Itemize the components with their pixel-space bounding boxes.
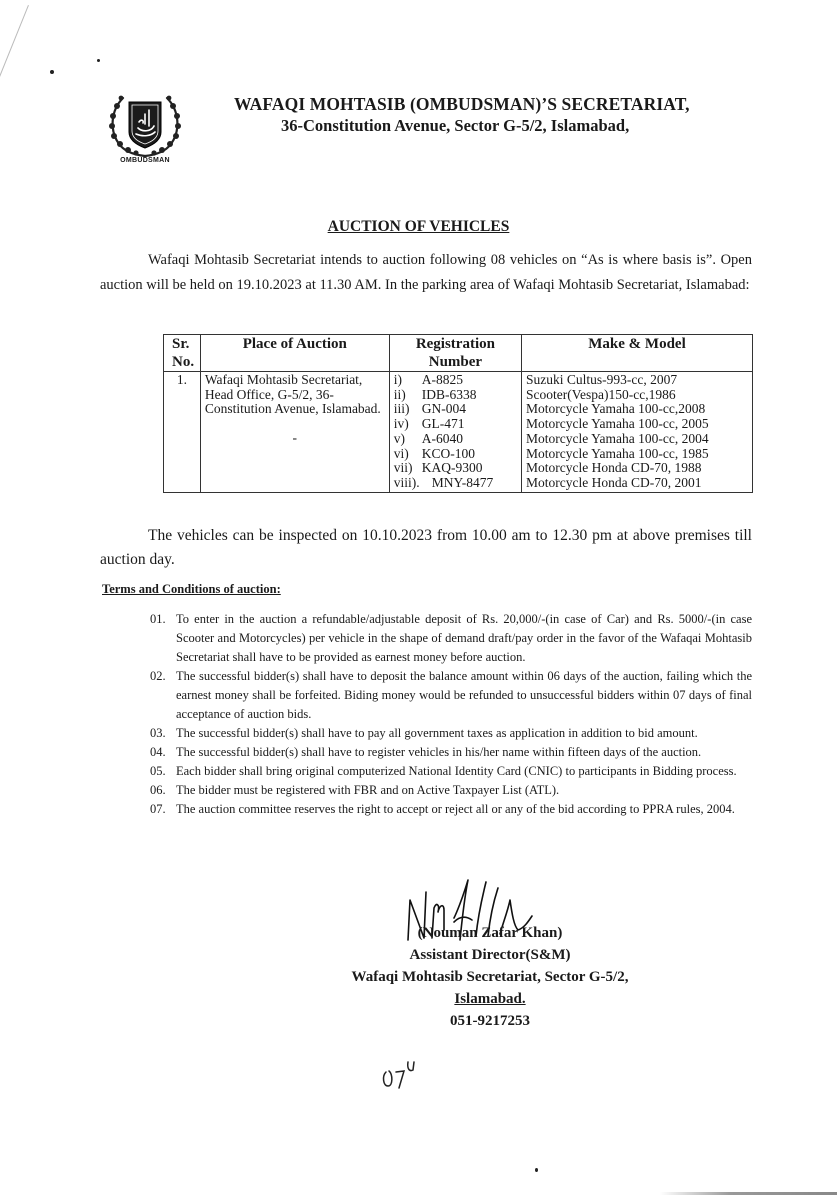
inspection-paragraph: The vehicles can be inspected on 10.10.2023 from 10.00 am to 12.30 pm at above premises till auction day. xyxy=(100,527,752,568)
vehicle-table xyxy=(163,334,753,493)
scan-artifact-dot xyxy=(97,59,100,62)
terms-list xyxy=(150,610,752,819)
organization-name: WAFAQI MOHTASIB (OMBUDSMAN)’S SECRETARIAT, xyxy=(234,94,690,114)
registration-index: ii) xyxy=(393,386,406,402)
registration-number: A-8825 xyxy=(421,372,464,387)
scan-artifact-dot xyxy=(535,1168,538,1172)
terms-item-text: The successful bidder(s) shall have to pay all government taxes as application in addition to bid amount. xyxy=(176,726,698,740)
terms-item-text: Each bidder shall bring original computerized National Identity Card (CNIC) to participants in Bidding process. xyxy=(176,764,737,778)
registration-index: vii) xyxy=(393,460,413,476)
terms-item-number: 05. xyxy=(150,764,166,778)
registration-item xyxy=(394,476,517,491)
table-row xyxy=(164,372,753,493)
signatory-name: (Nouman Zafar Khan) xyxy=(417,925,563,941)
cell-sr-no: 1. xyxy=(164,372,201,493)
registration-number: GN-004 xyxy=(421,401,467,417)
terms-item xyxy=(150,743,752,762)
terms-item xyxy=(150,762,752,781)
terms-heading: Terms and Conditions of auction: xyxy=(102,582,281,596)
scan-artifact-line xyxy=(0,5,29,93)
registration-item xyxy=(394,373,517,388)
notice-title: AUCTION OF VEHICLES xyxy=(327,218,510,235)
make-model-item: Motorcycle Honda CD-70, 1988 xyxy=(526,460,702,476)
registration-item xyxy=(394,417,517,432)
signatory-phone: 051-9217253 xyxy=(450,1013,530,1029)
signatory-city: Islamabad. xyxy=(454,991,526,1007)
cell-registration-list xyxy=(389,372,521,493)
make-model-item: Motorcycle Yamaha 100-cc, 2005 xyxy=(526,416,709,432)
make-model-item: Suzuki Cultus-993-cc, 2007 xyxy=(526,372,678,387)
registration-number: IDB-6338 xyxy=(421,386,477,402)
terms-item-number: 07. xyxy=(150,802,166,816)
make-model-item: Motorcycle Honda CD-70, 2001 xyxy=(526,474,702,490)
registration-index: viii). xyxy=(393,474,420,490)
terms-item-text: The bidder must be registered with FBR and on Active Taxpayer List (ATL). xyxy=(176,783,560,797)
intro-paragraph: Wafaqi Mohtasib Secretariat intends to auction following 08 vehicles on “As is where basis is”. Open auction will be held on 19.10.2023 at 11.30 AM. In the parking area of Wafaqi Mohtasib Secretariat, Islamabad: xyxy=(100,252,752,293)
make-model-item: Motorcycle Yamaha 100-cc,2008 xyxy=(526,401,706,417)
notice-title-wrapper xyxy=(0,218,837,236)
registration-index: i) xyxy=(393,372,403,387)
scan-artifact-edge xyxy=(660,1192,837,1195)
terms-item xyxy=(150,800,752,819)
organization-address: 36-Constitution Avenue, Sector G-5/2, Islamabad, xyxy=(281,116,630,135)
table-header-row xyxy=(164,335,753,372)
registration-item xyxy=(394,447,517,462)
terms-item-number: 02. xyxy=(150,669,166,683)
logo-caption: OMBUDSMAN xyxy=(120,157,170,164)
terms-item-number: 04. xyxy=(150,745,166,759)
registration-number: KAQ-9300 xyxy=(421,460,483,476)
header-registration: Registration Number xyxy=(389,335,521,372)
handwritten-note xyxy=(380,1058,420,1090)
header-place: Place of Auction xyxy=(200,335,389,372)
terms-item-text: The successful bidder(s) shall have to deposit the balance amount within 06 days of the auction, failing which the earnest money shall be forfeited. Biding money would be refunded to unsuccessful bidders within 07 days of final acceptance of auction bids. xyxy=(176,669,752,721)
registration-number: A-6040 xyxy=(421,430,464,446)
registration-number: GL-471 xyxy=(421,416,465,432)
cell-place xyxy=(200,372,389,493)
registration-index: iii) xyxy=(393,401,410,417)
registration-index: v) xyxy=(393,430,406,446)
registration-number: MNY-8477 xyxy=(431,474,494,490)
place-note: - xyxy=(292,430,298,446)
terms-item-number: 01. xyxy=(150,612,166,626)
make-model-item: Motorcycle Yamaha 100-cc, 2004 xyxy=(526,430,709,446)
make-model-item: Scooter(Vespa)150-cc,1986 xyxy=(526,386,676,402)
terms-item xyxy=(150,610,752,667)
signatory-designation: Assistant Director(S&M) xyxy=(409,947,571,963)
terms-item-text: The auction committee reserves the right to accept or reject all or any of the bid according to PPRA rules, 2004. xyxy=(176,802,735,816)
terms-item-number: 03. xyxy=(150,726,166,740)
terms-item xyxy=(150,781,752,800)
make-model-item: Motorcycle Yamaha 100-cc, 1985 xyxy=(526,445,709,461)
terms-item xyxy=(150,667,752,724)
registration-item xyxy=(394,461,517,476)
registration-item xyxy=(394,432,517,447)
registration-number: KCO-100 xyxy=(421,445,476,461)
place-text: Wafaqi Mohtasib Secretariat, Head Office, G-5/2, 36-Constitution Avenue, Islamabad. xyxy=(204,372,381,417)
registration-index: vi) xyxy=(393,445,409,461)
cell-make-list xyxy=(522,372,753,493)
registration-item xyxy=(394,402,517,417)
terms-item-text: To enter in the auction a refundable/adjustable deposit of Rs. 20,000/-(in case of Car) and Rs. 5000/-(in case Scooter and Motorcycles) per vehicle in the shape of demand draft/pay order in the favor of the Wafaqai Mohtasib Secretariat shall have to be provided as earnest money before auction. xyxy=(176,612,752,664)
terms-item-text: The successful bidder(s) shall have to register vehicles in his/her name within fifteen days of the auction. xyxy=(176,745,702,759)
scan-artifact-dot xyxy=(50,70,54,74)
registration-index: iv) xyxy=(393,416,409,432)
header-make-model: Make & Model xyxy=(522,335,753,372)
header-sr-no: Sr. No. xyxy=(164,335,201,372)
registration-item xyxy=(394,388,517,403)
terms-item-number: 06. xyxy=(150,783,166,797)
signatory-office: Wafaqi Mohtasib Secretariat, Sector G-5/2, xyxy=(351,969,629,985)
terms-item xyxy=(150,724,752,743)
